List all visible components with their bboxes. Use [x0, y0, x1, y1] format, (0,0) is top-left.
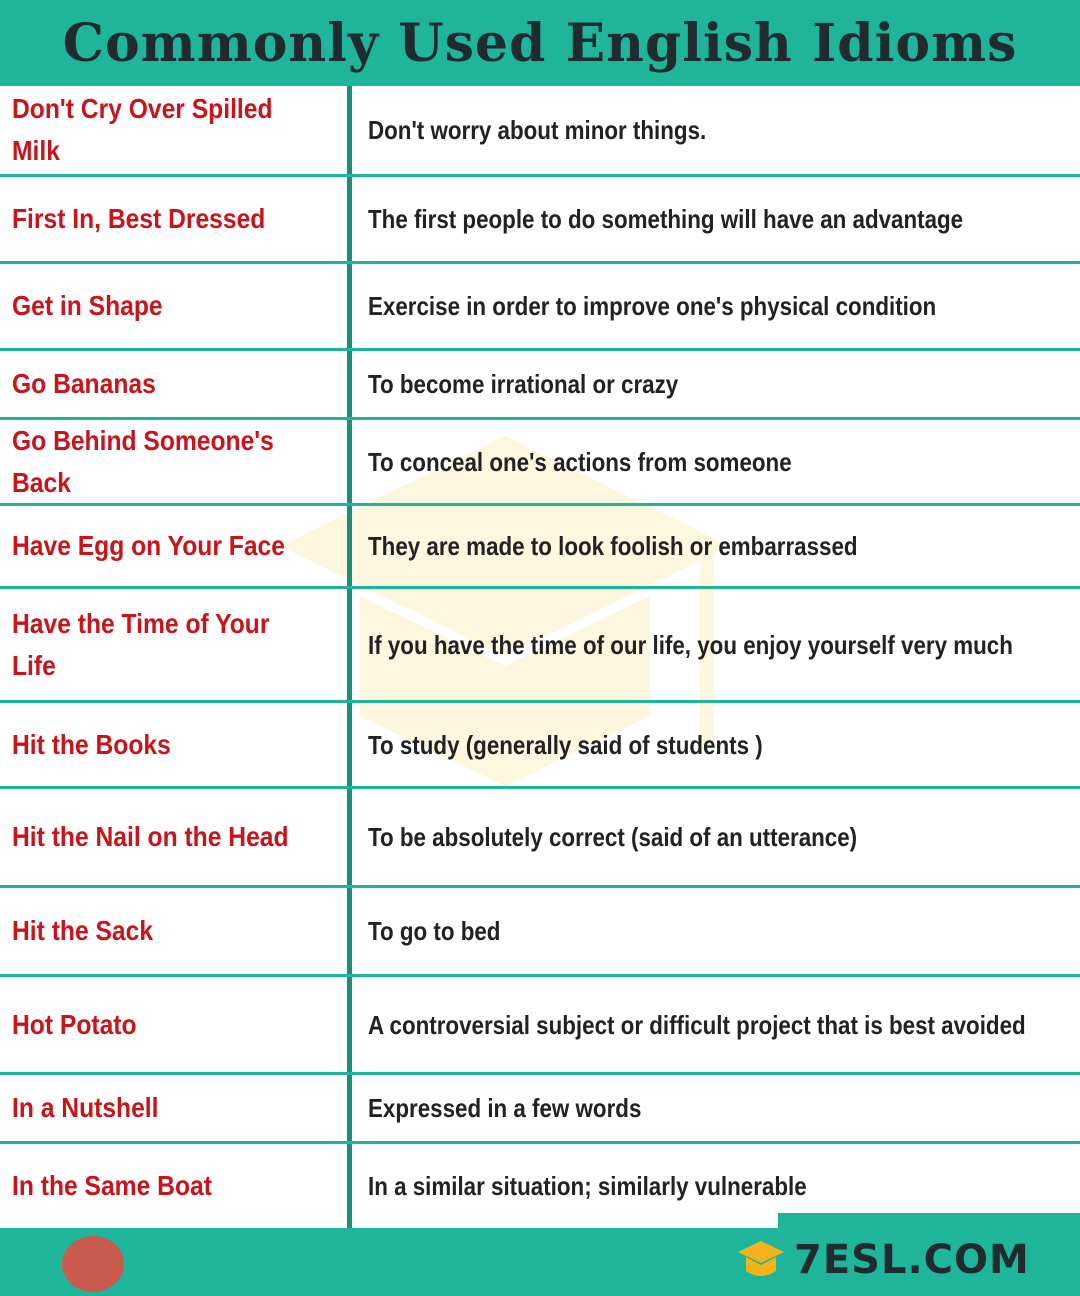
idiom-meaning: A controversial subject or difficult project that is best avoided	[368, 1009, 1026, 1040]
graduation-cap-icon	[736, 1237, 786, 1283]
idiom-phrase: Go Bananas	[12, 368, 156, 399]
idiom-phrase: First In, Best Dressed	[12, 203, 266, 234]
idiom-phrase: Hot Potato	[12, 1008, 137, 1040]
table-row	[0, 177, 1080, 264]
footer-notch-right	[778, 1213, 1080, 1228]
table-row	[0, 703, 1080, 789]
idiom-phrase: Hit the Sack	[12, 915, 154, 946]
idiom-phrase: Don't Cry Over Spilled Milk	[12, 93, 273, 166]
idiom-phrase: Hit the Nail on the Head	[12, 821, 289, 852]
idiom-phrase: Have the Time of Your Life	[12, 607, 270, 681]
idiom-phrase: Go Behind Someone's Back	[12, 424, 274, 498]
page-title: Commonly Used English Idioms	[62, 12, 1018, 74]
table-row	[0, 977, 1080, 1075]
idiom-phrase: Hit the Books	[12, 728, 171, 760]
idiom-phrase: In a Nutshell	[12, 1092, 159, 1123]
idiom-phrase: Get in Shape	[12, 290, 163, 321]
idiom-meaning: To go to bed	[368, 916, 501, 946]
table-row	[0, 888, 1080, 977]
badge-icon	[62, 1236, 124, 1292]
idiom-table	[0, 86, 1080, 1228]
table-row	[0, 1075, 1080, 1144]
idiom-meaning: To study (generally said of students )	[368, 729, 763, 760]
idiom-meaning: Don't worry about minor things.	[368, 115, 707, 145]
table-row	[0, 589, 1080, 703]
table-row	[0, 420, 1080, 506]
table-row	[0, 86, 1080, 177]
idiom-phrase: In the Same Boat	[12, 1170, 212, 1201]
idiom-meaning: Exercise in order to improve one's physical condition	[368, 291, 937, 321]
idiom-meaning: In a similar situation; similarly vulnerable	[368, 1171, 807, 1201]
idiom-meaning: The first people to do something will have an advantage	[368, 204, 964, 234]
table-row	[0, 264, 1080, 351]
table-row	[0, 789, 1080, 888]
idiom-meaning: To become irrational or crazy	[368, 369, 679, 399]
logo-text: 7ESL.COM	[794, 1237, 1030, 1283]
idiom-meaning: To be absolutely correct (said of an utterance)	[368, 822, 858, 852]
header-banner	[0, 0, 1080, 86]
table-row	[0, 351, 1080, 420]
site-logo[interactable]	[736, 1232, 1030, 1288]
idiom-meaning: Expressed in a few words	[368, 1093, 642, 1123]
idiom-meaning: They are made to look foolish or embarrassed	[368, 531, 858, 561]
idiom-phrase: Have Egg on Your Face	[12, 530, 285, 561]
idiom-meaning: If you have the time of our life, you enjoy yourself very much	[368, 629, 1013, 660]
idiom-meaning: To conceal one's actions from someone	[368, 446, 792, 477]
footer-notch-left	[0, 1213, 302, 1228]
table-row	[0, 506, 1080, 589]
